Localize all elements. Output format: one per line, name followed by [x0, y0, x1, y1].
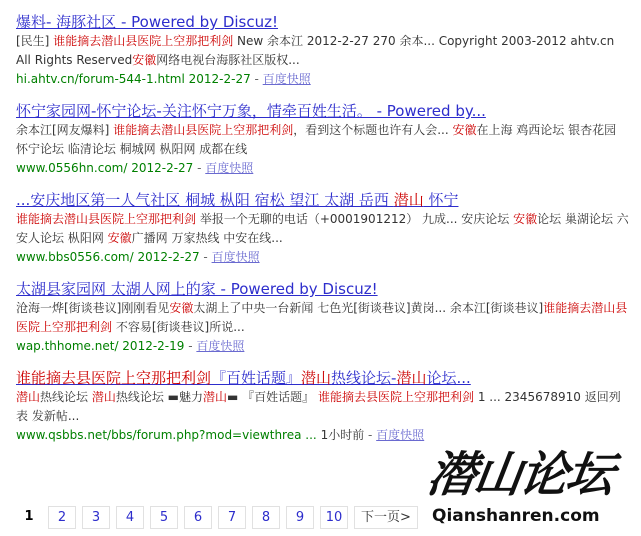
result-url: www.qsbbs.net/bbs/forum.php?mod=viewthrea ... — [16, 428, 317, 442]
text-segment: 广播网 万家热线 中安在线... — [131, 231, 283, 245]
text-segment: 网络电视台海豚社区版权... — [156, 53, 300, 67]
snapshot-link[interactable]: 百度快照 — [262, 72, 311, 86]
result-url: wap.thhome.net/ 2012-2-19 — [16, 339, 185, 353]
result-title-link[interactable] — [16, 368, 631, 388]
text-segment: 热线论坛- — [331, 369, 397, 387]
page-link-1: 1 — [24, 509, 34, 524]
page-link-4[interactable]: 4 — [116, 506, 144, 529]
result-snippet — [16, 210, 631, 248]
text-segment: 热线论坛 — [40, 390, 92, 404]
text-segment: New 余本江 2012-2-27 270 余本... Copyright 2003-2012 ahtv.cn All Rights Reserved — [16, 34, 615, 67]
site-watermark-logo — [424, 444, 638, 532]
snapshot-link[interactable]: 百度快照 — [196, 339, 245, 353]
highlighted-text: 安徽 — [169, 301, 194, 315]
page-link-9[interactable]: 9 — [286, 506, 314, 529]
text-segment: 爆料- 海豚社区 - Powered by Discuz! — [16, 13, 279, 31]
text-segment: 热线论坛 ▬魅力 — [115, 390, 204, 404]
text-segment: 论坛... — [426, 369, 471, 387]
highlighted-text: 安徽 — [513, 212, 538, 226]
highlighted-text: 谁能摘去县医院上空那把利剑 — [16, 369, 212, 387]
highlighted-text: 潜山 — [91, 390, 116, 404]
highlighted-text: 潜山 — [203, 390, 228, 404]
search-result — [16, 101, 631, 177]
text-segment: 怀宁家园网-怀宁论坛-关注怀宁万象，情牵百姓生活。 - Powered by... — [16, 102, 486, 120]
result-url: hi.ahtv.cn/forum-544-1.html 2012-2-27 — [16, 72, 251, 86]
result-meta — [16, 159, 631, 177]
meta-separator: - — [199, 250, 212, 264]
result-meta — [16, 337, 631, 355]
logo-brush-text: 潜山论坛 — [424, 447, 616, 503]
result-url: www.bbs0556.com/ 2012-2-27 — [16, 250, 200, 264]
page-link-3[interactable]: 3 — [82, 506, 110, 529]
result-meta — [16, 70, 631, 88]
text-segment: 太湖上了中央一台新闻 七色光[街谈巷议]黄岗... 余本江[街谈巷议] — [193, 301, 544, 315]
result-title-link[interactable] — [16, 101, 631, 121]
text-segment: ...安庆地区第一人气社区 桐城 枞阳 宿松 望江 太湖 岳西 — [16, 191, 394, 209]
result-title-link[interactable] — [16, 279, 631, 299]
result-meta — [16, 426, 631, 444]
meta-separator: - — [364, 428, 377, 442]
logo-domain-text: Qianshanren.com — [432, 506, 600, 526]
page-link-8[interactable]: 8 — [252, 506, 280, 529]
highlighted-text: 谁能摘去潜山县医院上空那把利剑 — [53, 34, 234, 48]
pagination — [16, 506, 418, 529]
highlighted-text: 安徽 — [107, 231, 132, 245]
highlighted-text: 潜山 — [301, 369, 332, 387]
result-title-link[interactable] — [16, 190, 631, 210]
page-link-7[interactable]: 7 — [218, 506, 246, 529]
snapshot-link[interactable]: 百度快照 — [376, 428, 425, 442]
page-link-5[interactable]: 5 — [150, 506, 178, 529]
highlighted-text: 安徽 — [452, 123, 477, 137]
result-time: 1小时前 — [320, 428, 365, 442]
text-segment: ，看到这个标题也许有人会... — [293, 123, 453, 137]
text-segment: 沧海一烨[街谈巷议]刚刚看见 — [16, 301, 170, 315]
result-snippet — [16, 388, 631, 426]
text-segment: 『百姓话题』 — [211, 369, 302, 387]
result-title-link[interactable] — [16, 12, 631, 32]
page-link-10[interactable]: 10 — [320, 506, 348, 529]
text-segment: 怀宁 — [423, 191, 459, 209]
meta-separator: - — [250, 72, 263, 86]
text-segment: 1 ... 2345678910 返回列表 发新帖... — [16, 390, 621, 423]
snapshot-link[interactable]: 百度快照 — [211, 250, 260, 264]
text-segment: ▬ 『百姓话题』 — [227, 390, 318, 404]
search-result — [16, 368, 631, 444]
result-url: www.0556hn.com/ 2012-2-27 — [16, 161, 194, 175]
next-page-button[interactable]: 下一页> — [354, 506, 418, 529]
search-results — [16, 12, 631, 457]
result-meta — [16, 248, 631, 266]
highlighted-text: 安徽 — [132, 53, 157, 67]
highlighted-text: 潜山 — [16, 390, 41, 404]
result-snippet — [16, 299, 631, 337]
text-segment: 论坛 巢湖论坛 六安人论坛 枞阳网 — [16, 212, 629, 245]
text-segment: 不容易[街谈巷议]所说... — [112, 320, 245, 334]
highlighted-text: 谁能摘去潜山县医院上空那把利剑 — [113, 123, 294, 137]
page-link-2[interactable]: 2 — [48, 506, 76, 529]
search-result — [16, 279, 631, 355]
text-segment: 太湖县家园网 太湖人网上的家 - Powered by Discuz! — [16, 280, 378, 298]
result-snippet — [16, 121, 631, 159]
meta-separator: - — [193, 161, 206, 175]
text-segment: 举报一个无聊的电话（+0001901212） 九成... 安庆论坛 — [196, 212, 514, 226]
highlighted-text: 谁能摘去潜山县医院上空那把利剑 — [16, 212, 197, 226]
highlighted-text: 潜山 — [396, 369, 427, 387]
highlighted-text: 潜山 — [393, 191, 424, 209]
search-result — [16, 12, 631, 88]
text-segment: [民生] — [16, 34, 54, 48]
text-segment: 余本江[网友爆料] — [16, 123, 114, 137]
result-snippet — [16, 32, 631, 70]
snapshot-link[interactable]: 百度快照 — [205, 161, 254, 175]
text-segment: 在上海 鸡西论坛 银杏花园 怀宁论坛 临清论坛 桐城网 枞阳网 成都在线 — [16, 123, 617, 156]
meta-separator: - — [184, 339, 197, 353]
search-result — [16, 190, 631, 266]
page-link-6[interactable]: 6 — [184, 506, 212, 529]
highlighted-text: 谁能摘去县医院上空那把利剑 — [318, 390, 475, 404]
highlighted-text: 谁能摘去潜山县医院上空那把利剑 — [16, 301, 628, 334]
